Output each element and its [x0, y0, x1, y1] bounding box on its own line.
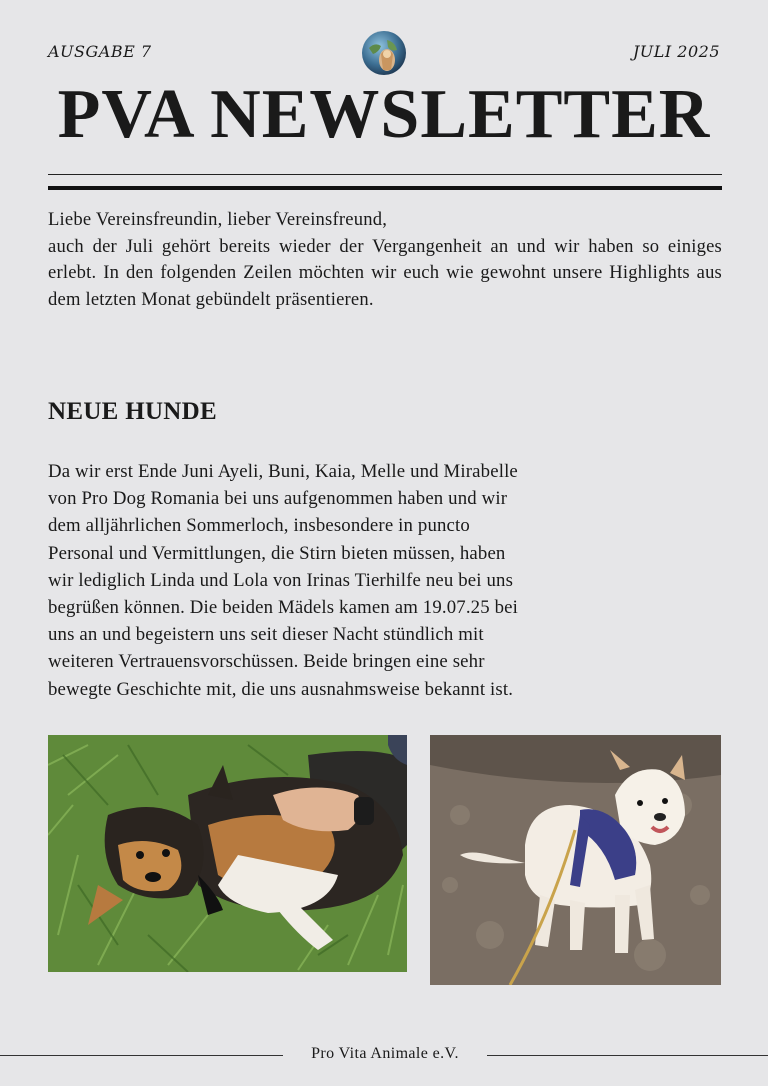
body-line: begrüßen können. Die beiden Mädels kamen am 19.07.25 bei — [48, 597, 518, 619]
body-line: wir lediglich Linda und Lola von Irinas Tierhilfe neu bei uns — [48, 569, 514, 591]
body-line: von Pro Dog Romania bei uns aufgenommen haben und wir — [48, 488, 508, 510]
footer-divider-right — [487, 1055, 768, 1056]
body-line: uns an und begeistern uns seit dieser Nacht stündlich mit — [48, 624, 484, 646]
photo-white-dog-on-path — [430, 735, 721, 985]
photo-dog-on-grass — [48, 735, 407, 972]
body-line: dem alljährlichen Sommerloch, insbesondere in puncto — [48, 515, 470, 537]
intro-text: auch der Juli gehört bereits wieder der Vergangenheit an und wir haben so einiges erlebt. In den folgenden Zeilen möchten wir euch wie gewohnt unsere Highlights aus dem letzten Monat gebündelt präsentieren. — [48, 235, 722, 310]
body-line: Personal und Vermittlungen, die Stirn bieten müssen, haben — [48, 542, 506, 564]
title-divider-thin — [48, 174, 722, 175]
footer-divider-left — [0, 1055, 283, 1056]
section-heading: NEUE HUNDE — [48, 398, 217, 425]
issue-date: JULI 2025 — [632, 42, 720, 61]
body-line: bewegte Geschichte mit, die uns ausnahmsweise bekannt ist. — [48, 678, 514, 700]
body-line: Da wir erst Ende Juni Ayeli, Buni, Kaia, Melle und Mirabelle — [48, 461, 518, 482]
globe-logo-icon — [361, 30, 407, 76]
intro-paragraph — [48, 207, 722, 313]
intro-greeting: Liebe Vereinsfreundin, lieber Vereinsfreund, — [48, 209, 388, 230]
page-title: PVA NEWSLETTER — [57, 76, 711, 153]
issue-label: AUSGABE 7 — [48, 42, 152, 61]
section-body — [48, 458, 688, 703]
body-line: weiteren Vertrauensvorschüssen. Beide bringen eine sehr — [48, 651, 485, 673]
title-divider-thick — [48, 186, 722, 190]
footer-organization: Pro Vita Animale e.V. — [311, 1045, 459, 1062]
